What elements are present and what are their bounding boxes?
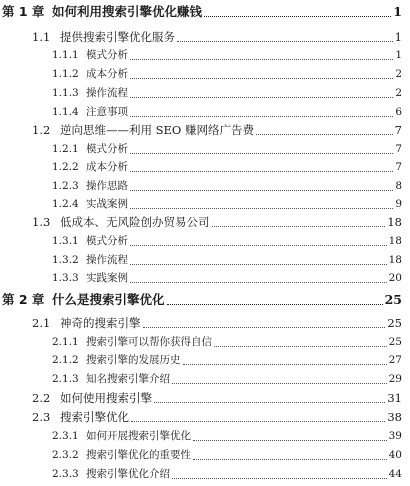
subsection-title: 成本分析 <box>86 161 128 173</box>
toc-subsection-2-1-3 <box>52 370 402 388</box>
toc-subsection-1-2-3 <box>52 177 402 195</box>
section-number: 2.2 <box>32 391 51 405</box>
section-title: 提供搜索引擎优化服务 <box>60 30 175 44</box>
subsection-title: 知名搜索引擎介绍 <box>86 373 170 385</box>
dot-leader <box>167 304 383 305</box>
subsection-number: 2.1.1 <box>52 336 79 348</box>
page-number: 7 <box>395 143 402 155</box>
subsection-number: 1.1.2 <box>52 68 79 80</box>
toc-subsection-2-1-1 <box>52 333 402 351</box>
subsection-title: 注意事项 <box>86 106 128 118</box>
subsection-number: 1.1.4 <box>52 106 79 118</box>
subsection-number: 1.2.1 <box>52 143 79 155</box>
dot-leader <box>193 440 387 441</box>
dot-leader <box>256 134 393 135</box>
subsection-number: 1.3.2 <box>52 254 79 266</box>
page-number: 7 <box>395 161 402 173</box>
section-number: 2.1 <box>32 316 51 330</box>
toc-section-1-2 <box>32 121 402 139</box>
subsection-number: 2.1.3 <box>52 373 79 385</box>
page-number: 29 <box>388 373 402 385</box>
subsection-number: 1.3.1 <box>52 235 79 247</box>
toc-subsection-1-2-1 <box>52 140 402 158</box>
toc-section-1-3 <box>32 213 402 231</box>
dot-leader <box>130 59 393 60</box>
subsection-title: 搜索引擎优化的重要性 <box>86 449 191 461</box>
subsection-title: 实战案例 <box>86 198 128 210</box>
dot-leader <box>130 116 393 117</box>
subsection-number: 1.2.4 <box>52 198 79 210</box>
toc-subsection-2-3-1 <box>52 427 402 445</box>
subsection-title: 搜索引擎的发展历史 <box>86 354 181 366</box>
toc-section-1-1 <box>32 28 402 46</box>
toc-subsection-1-2-2 <box>52 158 402 176</box>
section-title: 逆向思维——利用 SEO 赚网络广告费 <box>60 123 255 137</box>
toc-subsection-1-3-1 <box>52 232 402 250</box>
section-title: 如何使用搜索引擎 <box>60 391 152 405</box>
subsection-title: 实践案例 <box>86 272 128 284</box>
section-number: 1.1 <box>32 30 51 44</box>
subsection-number: 1.3.3 <box>52 272 79 284</box>
dot-leader <box>172 478 387 479</box>
page-number: 40 <box>388 449 402 461</box>
section-title: 搜索引擎优化 <box>60 410 129 424</box>
subsection-title: 搜索引擎可以帮你获得自信 <box>86 336 212 348</box>
toc-subsection-1-3-3 <box>52 269 402 287</box>
toc-section-2-2 <box>32 389 402 407</box>
page-number: 8 <box>395 180 402 192</box>
dot-leader <box>130 264 387 265</box>
dot-leader <box>131 421 385 422</box>
page-number: 18 <box>388 254 402 266</box>
subsection-title: 模式分析 <box>86 49 128 61</box>
dot-leader <box>130 245 387 246</box>
page-number: 2 <box>395 87 402 99</box>
subsection-title: 操作流程 <box>86 254 128 266</box>
page-number: 25 <box>387 316 402 330</box>
page-number: 18 <box>388 235 402 247</box>
subsection-number: 1.2.3 <box>52 180 79 192</box>
page-number: 25 <box>388 336 402 348</box>
dot-leader <box>130 153 393 154</box>
toc-section-2-1 <box>32 314 402 332</box>
toc-chapter-1 <box>2 3 402 21</box>
subsection-title: 操作思路 <box>86 180 128 192</box>
toc-subsection-2-3-2 <box>52 446 402 464</box>
subsection-number: 2.1.2 <box>52 354 79 366</box>
page-number: 31 <box>387 391 402 405</box>
subsection-title: 成本分析 <box>86 68 128 80</box>
subsection-title: 操作流程 <box>86 87 128 99</box>
toc-subsection-1-1-3 <box>52 84 402 102</box>
dot-leader <box>130 171 393 172</box>
toc-subsection-2-1-2 <box>52 351 402 369</box>
dot-leader <box>193 459 387 460</box>
toc-subsection-1-1-4 <box>52 103 402 121</box>
subsection-number: 2.3.3 <box>52 468 79 480</box>
page-number: 1 <box>395 49 402 61</box>
subsection-number: 2.3.1 <box>52 430 79 442</box>
section-number: 1.3 <box>32 215 51 229</box>
section-title: 神奇的搜索引擎 <box>60 316 141 330</box>
page-number: 44 <box>388 468 402 480</box>
page-number: 39 <box>388 430 402 442</box>
page-number: 1 <box>394 30 402 44</box>
dot-leader <box>212 226 386 227</box>
toc-subsection-1-2-4 <box>52 195 402 213</box>
dot-leader <box>214 346 387 347</box>
subsection-number: 2.3.2 <box>52 449 79 461</box>
page-number: 18 <box>387 215 402 229</box>
dot-leader <box>130 208 393 209</box>
dot-leader <box>172 383 387 384</box>
section-title: 低成本、无风险创办贸易公司 <box>60 215 210 229</box>
chapter-title: 什么是搜索引擎优化 <box>52 292 165 307</box>
page-number: 25 <box>384 292 402 307</box>
toc-subsection-1-3-2 <box>52 251 402 269</box>
dot-leader <box>130 78 393 79</box>
page-number: 38 <box>387 410 402 424</box>
subsection-title: 如何开展搜索引擎优化 <box>86 430 191 442</box>
toc-section-2-3 <box>32 408 402 426</box>
chapter-number: 第 2 章 <box>2 292 45 307</box>
dot-leader <box>130 190 393 191</box>
dot-leader <box>177 41 393 42</box>
subsection-title: 模式分析 <box>86 143 128 155</box>
dot-leader <box>183 364 387 365</box>
toc-subsection-2-3-3 <box>52 465 402 483</box>
chapter-number: 第 1 章 <box>2 4 45 19</box>
section-number: 1.2 <box>32 123 51 137</box>
subsection-title: 搜索引擎优化介绍 <box>86 468 170 480</box>
dot-leader <box>204 16 391 17</box>
toc-chapter-2 <box>2 291 402 309</box>
page-number: 9 <box>395 198 402 210</box>
page-number: 7 <box>394 123 402 137</box>
page-number: 20 <box>388 272 402 284</box>
subsection-title: 模式分析 <box>86 235 128 247</box>
section-number: 2.3 <box>32 410 51 424</box>
subsection-number: 1.2.2 <box>52 161 79 173</box>
toc-subsection-1-1-1 <box>52 46 402 64</box>
toc-subsection-1-1-2 <box>52 65 402 83</box>
dot-leader <box>154 402 385 403</box>
page-number: 1 <box>393 4 402 19</box>
page-number: 6 <box>395 106 402 118</box>
dot-leader <box>130 282 387 283</box>
chapter-title: 如何利用搜索引擎优化赚钱 <box>52 4 203 19</box>
page-number: 2 <box>395 68 402 80</box>
page-number: 27 <box>388 354 402 366</box>
dot-leader <box>143 327 386 328</box>
subsection-number: 1.1.3 <box>52 87 79 99</box>
subsection-number: 1.1.1 <box>52 49 79 61</box>
dot-leader <box>130 97 393 98</box>
